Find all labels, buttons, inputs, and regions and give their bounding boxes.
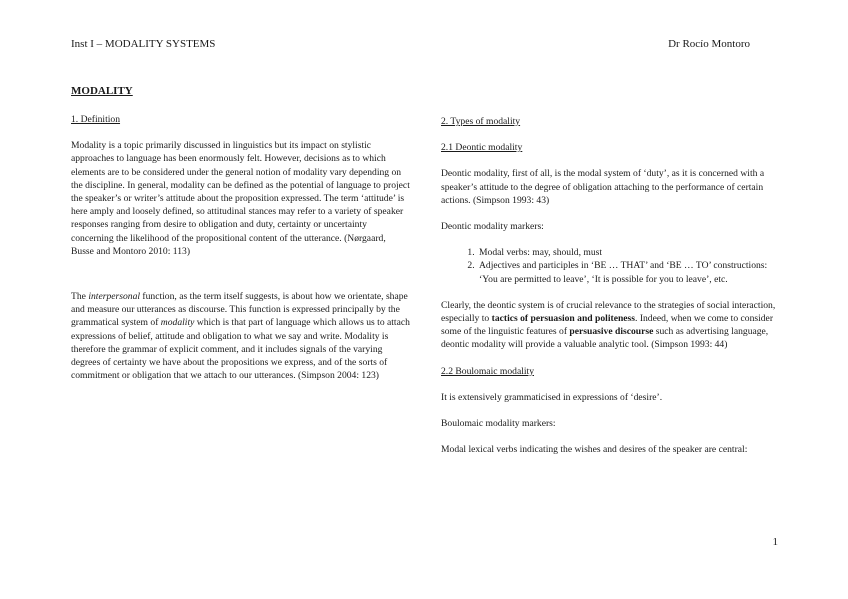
boulomaic-paragraph-1: It is extensively grammaticised in expressions of ‘desire’.	[441, 391, 663, 403]
definition-paragraph-1: Modality is a topic primarily discussed in linguistics but its impact on stylistic approaches to language has been enormously felt. However, decisions as to which elements are to be considered under the general notion of modality vary depending on the discipline. In general, modality can be defined as the potential of language to project the speaker’s or writer’s attitude about the proposition expressed. The term ‘attitude’ is here amply and loosely defined, so attitudinal stances may refer to a variety of speaker responses ranging from desire to obligation and duty, certainty or uncertainty concerning the likelihood of the propositional content of the utterance. (Nørgaard, Busse and Montoro 2010: 113)	[71, 140, 410, 257]
header-author: Dr Rocío Montoro	[668, 38, 750, 50]
list-item: 1. Modal verbs: may, should, must	[477, 246, 778, 259]
italic-interpersonal: interpersonal	[88, 291, 141, 303]
subheading-deontic: 2.1 Deontic modality	[441, 142, 523, 154]
header-course-title: Inst I – MODALITY SYSTEMS	[71, 38, 216, 50]
list-item: 2. Adjectives and participles in ‘BE … THAT’ and ‘BE … TO’ constructions: ‘You are permitted to leave’, ‘It is possible for you to leave’, etc.	[477, 259, 778, 285]
deontic-paragraph-1: Deontic modality, first of all, is the modal system of ‘duty’, as it is concerned with a speaker’s attitude to the degree of obligation attaching to the performance of certain actions. (Simpson 1993: 43)	[441, 168, 765, 206]
left-column	[71, 113, 411, 382]
subheading-boulomaic: 2.2 Boulomaic modality	[441, 365, 534, 377]
boulomaic-paragraph-2: Modal lexical verbs indicating the wishes and desires of the speaker are central:	[441, 444, 748, 456]
boulomaic-markers-label: Boulomaic modality markers:	[441, 418, 556, 430]
bold-persuasive-discourse: persuasive discourse	[569, 326, 654, 338]
document-title: MODALITY	[71, 85, 133, 97]
right-column	[441, 115, 778, 456]
deontic-markers-label: Deontic modality markers:	[441, 221, 544, 233]
definition-paragraph-2: The interpersonal function, as the term itself suggests, is about how we orientate, shape and measure our utterances as discourse. This function is expressed principally by the grammatical system of modality which is that part of language which allows us to attach expressions of belief, attitude and obligation to what we say and write. Modality is therefore the grammar of explicit comment, and it includes signals of the varying degrees of certainty we have about the propositions we express, and of the sorts of commitment or obligation that we attach to our utterances. (Simpson 2004: 123)	[71, 291, 410, 382]
page-number: 1	[772, 536, 778, 548]
section-heading-types: 2. Types of modality	[441, 116, 521, 127]
section-heading-definition: 1. Definition	[71, 114, 121, 125]
bold-tactics: tactics of persuasion and politeness	[491, 313, 636, 325]
deontic-paragraph-2: Clearly, the deontic system is of crucial relevance to the strategies of social interaction, especially to tactics of persuasion and politeness. Indeed, when we come to consider some of the linguistic features of persuasive discourse such as advertising language, deontic modality will provide a valuable analytic tool. (Simpson 1993: 44)	[441, 299, 776, 351]
deontic-markers-list	[441, 246, 778, 286]
italic-modality: modality	[160, 317, 195, 329]
